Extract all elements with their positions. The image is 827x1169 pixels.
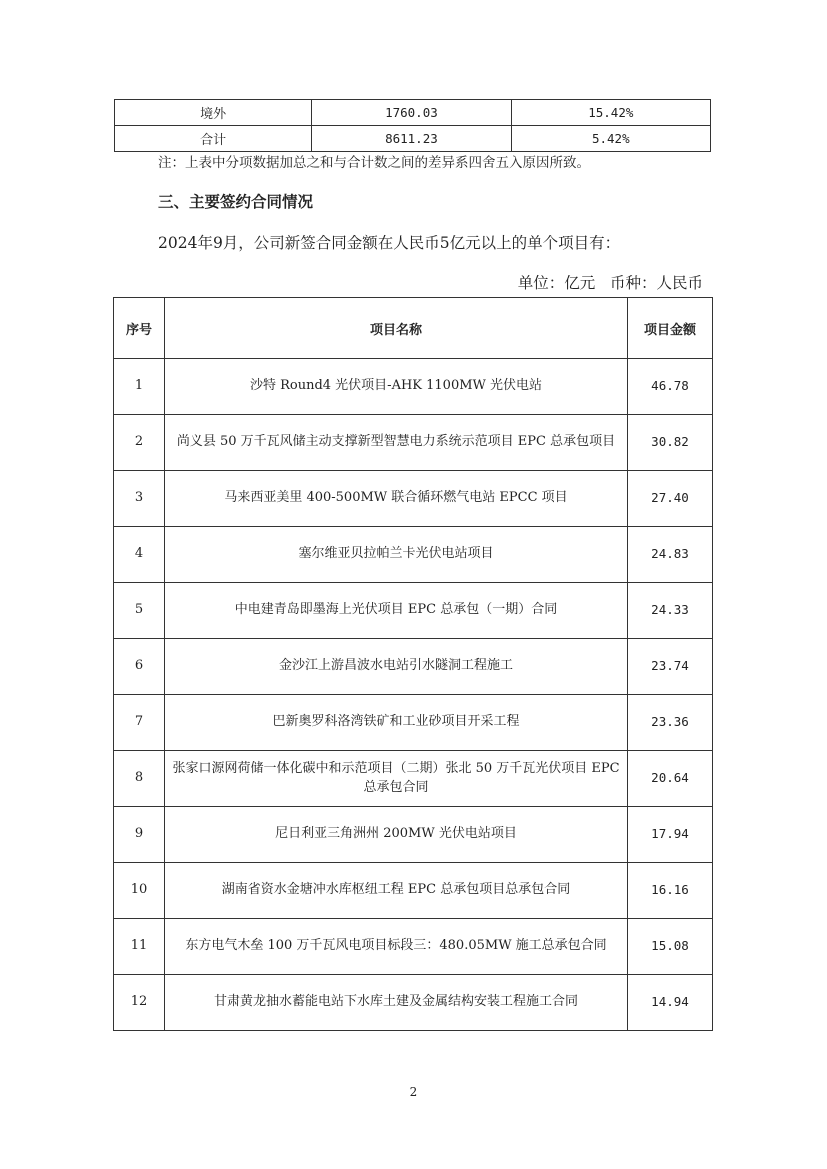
row-number: 7 xyxy=(114,695,165,751)
project-amount: 24.33 xyxy=(628,583,713,639)
header-row xyxy=(114,298,713,359)
summary-label: 合计 xyxy=(115,126,312,152)
contract-table-body xyxy=(114,359,713,1031)
project-amount: 27.40 xyxy=(628,471,713,527)
project-amount: 15.08 xyxy=(628,919,713,975)
project-name: 尼日利亚三角洲州 200MW 光伏电站项目 xyxy=(165,807,628,863)
row-number: 2 xyxy=(114,415,165,471)
project-name: 金沙江上游昌波水电站引水隧洞工程施工 xyxy=(165,639,628,695)
project-name: 湖南省资水金塘冲水库枢纽工程 EPC 总承包项目总承包合同 xyxy=(165,863,628,919)
summary-table xyxy=(114,99,711,152)
unit-line: 单位：亿元 币种：人民币 xyxy=(517,274,703,292)
table-row xyxy=(114,751,713,807)
project-amount: 16.16 xyxy=(628,863,713,919)
table-row xyxy=(114,639,713,695)
summary-row xyxy=(115,126,711,152)
project-name: 塞尔维亚贝拉帕兰卡光伏电站项目 xyxy=(165,527,628,583)
row-number: 11 xyxy=(114,919,165,975)
project-name: 甘肃黄龙抽水蓄能电站下水库土建及金属结构安装工程施工合同 xyxy=(165,975,628,1031)
project-name: 张家口源网荷储一体化碳中和示范项目（二期）张北 50 万千瓦光伏项目 EPC 总承包合同 xyxy=(165,751,628,807)
row-number: 4 xyxy=(114,527,165,583)
summary-percent: 5.42% xyxy=(511,126,710,152)
table-note: 注：上表中分项数据加总之和与合计数之间的差异系四舍五入原因所致。 xyxy=(158,155,590,171)
project-name: 马来西亚美里 400-500MW 联合循环燃气电站 EPCC 项目 xyxy=(165,471,628,527)
summary-table-body xyxy=(115,100,711,152)
summary-label: 境外 xyxy=(115,100,312,126)
project-amount: 46.78 xyxy=(628,359,713,415)
project-amount: 24.83 xyxy=(628,527,713,583)
row-number: 9 xyxy=(114,807,165,863)
project-name: 沙特 Round4 光伏项目-AHK 1100MW 光伏电站 xyxy=(165,359,628,415)
row-number: 8 xyxy=(114,751,165,807)
project-name: 东方电气木垒 100 万千瓦风电项目标段三：480.05MW 施工总承包合同 xyxy=(165,919,628,975)
project-amount: 23.74 xyxy=(628,639,713,695)
header-no: 序号 xyxy=(114,298,165,359)
project-name: 中电建青岛即墨海上光伏项目 EPC 总承包（一期）合同 xyxy=(165,583,628,639)
table-row xyxy=(114,919,713,975)
contract-table xyxy=(113,297,713,1031)
table-row xyxy=(114,583,713,639)
summary-row xyxy=(115,100,711,126)
row-number: 6 xyxy=(114,639,165,695)
row-number: 5 xyxy=(114,583,165,639)
summary-amount: 8611.23 xyxy=(312,126,511,152)
summary-amount: 1760.03 xyxy=(312,100,511,126)
row-number: 10 xyxy=(114,863,165,919)
row-number: 1 xyxy=(114,359,165,415)
summary-percent: 15.42% xyxy=(511,100,710,126)
project-name: 尚义县 50 万千瓦风储主动支撑新型智慧电力系统示范项目 EPC 总承包项目 xyxy=(165,415,628,471)
table-row xyxy=(114,359,713,415)
section-title: 三、主要签约合同情况 xyxy=(158,192,314,211)
row-number: 12 xyxy=(114,975,165,1031)
project-amount: 17.94 xyxy=(628,807,713,863)
contract-table-header xyxy=(114,298,713,359)
table-row xyxy=(114,415,713,471)
page-number: 2 xyxy=(409,1085,418,1099)
table-row xyxy=(114,975,713,1031)
table-row xyxy=(114,471,713,527)
project-amount: 20.64 xyxy=(628,751,713,807)
table-row xyxy=(114,695,713,751)
project-amount: 30.82 xyxy=(628,415,713,471)
header-name: 项目名称 xyxy=(165,298,628,359)
project-name: 巴新奥罗科洛湾铁矿和工业砂项目开采工程 xyxy=(165,695,628,751)
table-row xyxy=(114,527,713,583)
project-amount: 14.94 xyxy=(628,975,713,1031)
row-number: 3 xyxy=(114,471,165,527)
project-amount: 23.36 xyxy=(628,695,713,751)
header-amount: 项目金额 xyxy=(628,298,713,359)
table-row xyxy=(114,863,713,919)
table-row xyxy=(114,807,713,863)
intro-paragraph: 2024年9月，公司新签合同金额在人民币5亿元以上的单个项目有： xyxy=(158,234,621,252)
